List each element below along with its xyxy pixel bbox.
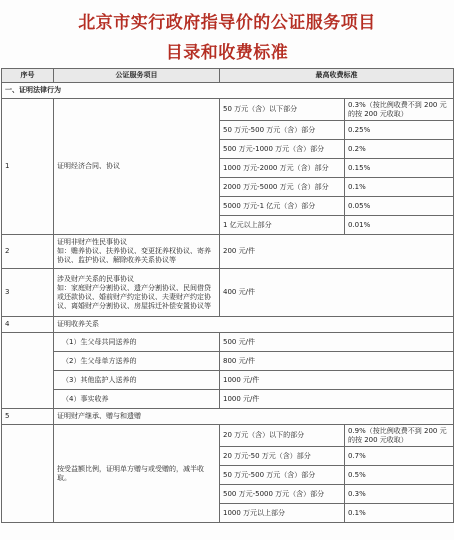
table-row: [2, 425, 454, 447]
table-row: [2, 269, 454, 317]
tier-range: 50 万元-500 万元（含）部分: [220, 121, 345, 140]
tier-range: 50 万元-500 万元（含）部分: [220, 466, 345, 485]
table-row: [2, 235, 454, 269]
item-fee: 400 元/件: [220, 269, 454, 317]
table-row: [2, 99, 454, 121]
sub-item-fee: 1000 元/件: [220, 371, 454, 390]
tier-rate: 0.3%（按比例收费不到 200 元的按 200 元收取）: [345, 99, 454, 121]
tier-rate: 0.3%: [345, 485, 454, 504]
item-name: 证明经济合同、协议: [54, 99, 220, 235]
tier-range: 2000 万元-5000 万元（含）部分: [220, 178, 345, 197]
tier-rate: 0.15%: [345, 159, 454, 178]
sub-item-name: （3）其他监护人送养的: [54, 371, 220, 390]
tier-rate: 0.05%: [345, 197, 454, 216]
tier-range: 500 万元-1000 万元（含）部分: [220, 140, 345, 159]
sub-item-name: （4）事实收养: [54, 390, 220, 409]
tier-rate: 0.25%: [345, 121, 454, 140]
tier-range: 1000 万元-2000 万元（含）部分: [220, 159, 345, 178]
tier-rate: 0.7%: [345, 447, 454, 466]
item-number: 3: [2, 269, 54, 317]
tier-rate: 0.01%: [345, 216, 454, 235]
sub-item-fee: 800 元/件: [220, 352, 454, 371]
section-label: 一、证明法律行为: [2, 83, 454, 99]
table-header-row: [2, 69, 454, 83]
header-fee: 最高收费标准: [220, 69, 454, 83]
sub-item-fee: 500 元/件: [220, 333, 454, 352]
item-note: 按受益额比例，证明单方赠与或受赠的，减半收取。: [54, 425, 220, 523]
tier-range: 5000 万元-1 亿元（含）部分: [220, 197, 345, 216]
item-number: 4: [2, 317, 54, 333]
item-name: 证明财产继承、赠与和遗赠: [54, 409, 454, 425]
tier-rate: 0.1%: [345, 178, 454, 197]
section-row: [2, 83, 454, 99]
item-number: 5: [2, 409, 54, 425]
sub-item-name: （1）生父母共同送养的: [54, 333, 220, 352]
sub-item-name: （2）生父母单方送养的: [54, 352, 220, 371]
item-name: 证明收养关系: [54, 317, 454, 333]
tier-range: 20 万元-50 万元（含）部分: [220, 447, 345, 466]
item-number-blank: [2, 425, 54, 523]
tier-range: 20 万元（含）以下的部分: [220, 425, 345, 447]
tier-rate: 0.5%: [345, 466, 454, 485]
tier-range: 50 万元（含）以下部分: [220, 99, 345, 121]
fee-table: [1, 68, 454, 523]
tier-rate: 0.1%: [345, 504, 454, 523]
tier-range: 1 亿元以上部分: [220, 216, 345, 235]
table-row: [2, 317, 454, 333]
tier-rate: 0.9%（按比例收费不到 200 元的按 200 元收取）: [345, 425, 454, 447]
tier-range: 500 万元-5000 万元（含）部分: [220, 485, 345, 504]
item-fee: 200 元/件: [220, 235, 454, 269]
item-number: 2: [2, 235, 54, 269]
header-service: 公证服务项目: [54, 69, 220, 83]
document-subtitle: 目录和收费标准: [165, 43, 289, 63]
item-name: 涉及财产关系的民事协议 如：家庭财产分割协议、遗产分割协议、民间借贷或还款协议、婚前财产约定协议、夫妻财产约定协议、离婚财产分割协议、房屋拆迁补偿安置协议等: [54, 269, 220, 317]
header-number: 序号: [2, 69, 54, 83]
item-name: 证明非财产性民事协议 如：赡养协议、扶养协议、变更抚养权协议、寄养协议、监护协议、解除收养关系协议等: [54, 235, 220, 269]
table-row: [2, 333, 454, 352]
table-row: [2, 352, 454, 371]
item-number-blank: [2, 333, 54, 409]
tier-range: 1000 万元以上部分: [220, 504, 345, 523]
table-row: [2, 390, 454, 409]
item-number: 1: [2, 99, 54, 235]
table-row: [2, 409, 454, 425]
document-title: 北京市实行政府指导价的公证服务项目: [78, 13, 376, 33]
sub-item-fee: 1000 元/件: [220, 390, 454, 409]
table-row: [2, 371, 454, 390]
tier-rate: 0.2%: [345, 140, 454, 159]
